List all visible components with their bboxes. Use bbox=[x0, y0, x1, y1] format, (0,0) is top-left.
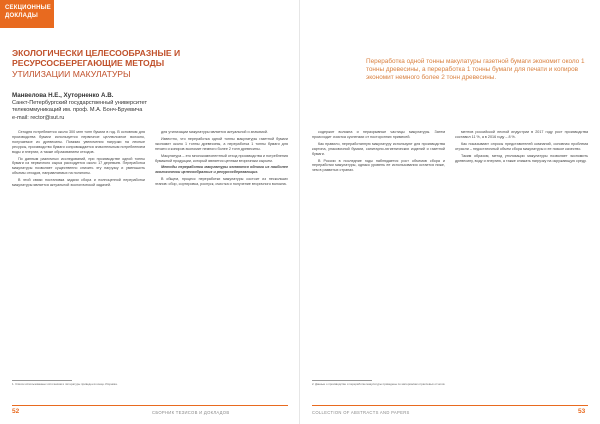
paragraph: Таким образом, метод утилизации макулатуры позволяет экономить древесину, воду и энергию, а также снижать нагрузку на окружающую среду. bbox=[455, 153, 588, 163]
paragraph: Макулатура – это многокомпонентный отход производства и потребления бумажной продукции, который является ценным вторичным сырьем. bbox=[155, 153, 288, 163]
footer-text-left: СБОРНИК ТЕЗИСОВ И ДОКЛАДОВ bbox=[152, 410, 230, 415]
footnote-rule bbox=[312, 380, 372, 381]
footer-rule bbox=[12, 405, 288, 406]
paragraph: для утилизации макулатуры является актуальной и значимой. bbox=[161, 130, 268, 134]
text-column-1 bbox=[12, 130, 145, 374]
article-authors: Манвелова Н.Е., Хуторненко А.В. bbox=[12, 92, 114, 99]
paragraph: Как показывают опросы представителей компаний, основная проблема отрасли – недостаточный объем сбора макулатуры и ее низкое качество. bbox=[455, 141, 588, 151]
text-column-2 bbox=[155, 130, 288, 374]
section-label-line1: СЕКЦИОННЫЕ bbox=[5, 5, 51, 11]
section-label-line2: ДОКЛАДЫ bbox=[5, 13, 38, 19]
paragraph: ментов российской лесной индустрии в 2017 году рост производства составил 11 %, а в 2016 году – 8 %. bbox=[455, 130, 588, 139]
article-abstract: Переработка одной тонны макулатуры газетной бумаги экономит около 1 тонны древесины, а переработка 1 тонны бумаги для печати и копиров экономит немного более 2 тонн древесины. bbox=[366, 58, 585, 81]
footnotes-left: 1. Список использованных источников и литературы приведен в конце сборника. bbox=[12, 383, 118, 386]
paragraph: Сегодня потребляется около 300 млн тонн бумаги в год. В основном для производства бумаги используется первичное целлюлозное волокно, получаемое из древесины. Помимо увеличения нагрузки на лесные ресурсы, производство бумаги сопровождается значительным потреблением воды и энергии, а также образованием отходов. bbox=[12, 130, 145, 154]
paragraph: В этой связи постановка задачи сбора и полноценной переработки макулатуры является актуальной экологической задачей. bbox=[12, 178, 145, 188]
paragraph: В России в последние годы наблюдается рост объемов сбора и переработки макулатуры, однако уровень ее использования остается ниже, чем в развитых странах. bbox=[312, 158, 445, 173]
paragraph-emphasis: Методы переработки макулатуры являются одними из наиболее экологически целесообразных и ресурсосберегающих. bbox=[155, 165, 288, 175]
article-subtitle: УТИЛИЗАЦИИ МАКУЛАТУРЫ bbox=[12, 69, 131, 79]
author-email[interactable]: e-mail: rector@sut.ru bbox=[12, 115, 65, 121]
paragraph: В общем, процесс переработки макулатуры состоит из нескольких этапов: сбор, сортировка, роспуск, очистка и получение вторичного волокна. bbox=[155, 177, 288, 187]
article-title: ЭКОЛОГИЧЕСКИ ЦЕЛЕСООБРАЗНЫЕ И РЕСУРСОСБЕРЕГАЮЩИЕ МЕТОДЫ bbox=[12, 48, 181, 68]
paragraph: содержит волокна и неразрывные частицы макулатуры. Затем происходит очистка суспензии от посторонних примесей. bbox=[312, 130, 445, 139]
footnote-rule bbox=[12, 380, 72, 381]
page-number-left: 52 bbox=[12, 408, 20, 415]
footnotes-right: 2. Данные о производстве и переработке макулатуры приведены по материалам отраслевых отчетов. bbox=[312, 383, 446, 386]
text-column-3 bbox=[312, 130, 445, 374]
paragraph: Известно, что переработка одной тонны макулатуры газетной бумаги экономит около 1 тонны древесины, а переработка 1 тонны бумаги для печати и копиров экономит немного более 2 тонн древесины. bbox=[155, 136, 288, 151]
page-number-right: 53 bbox=[578, 408, 586, 415]
right-page bbox=[300, 0, 600, 424]
paragraph: Как правило, переработанную макулатуру используют для производства картона, упаковочной бумаги, санитарно-гигиенических изделий и газетной бумаги. bbox=[312, 141, 445, 156]
author-affiliation: Санкт-Петербургский государственный университет телекоммуникаций им. проф. М.А. Бонч-Бруевича bbox=[12, 100, 148, 113]
paragraph: По данным различных исследований, при производстве одной тонны бумаги из первичного сырья расходуется около 17 деревьев. Переработка макулатуры позволяет существенно снизить эту нагрузку и уменьшить объемы отходов, направляемых на полигоны. bbox=[12, 156, 145, 176]
footer-rule bbox=[312, 405, 588, 406]
section-tab bbox=[0, 0, 54, 28]
footer-text-right: COLLECTION OF ABSTRACTS AND PAPERS bbox=[312, 410, 410, 415]
text-column-4 bbox=[455, 130, 588, 374]
